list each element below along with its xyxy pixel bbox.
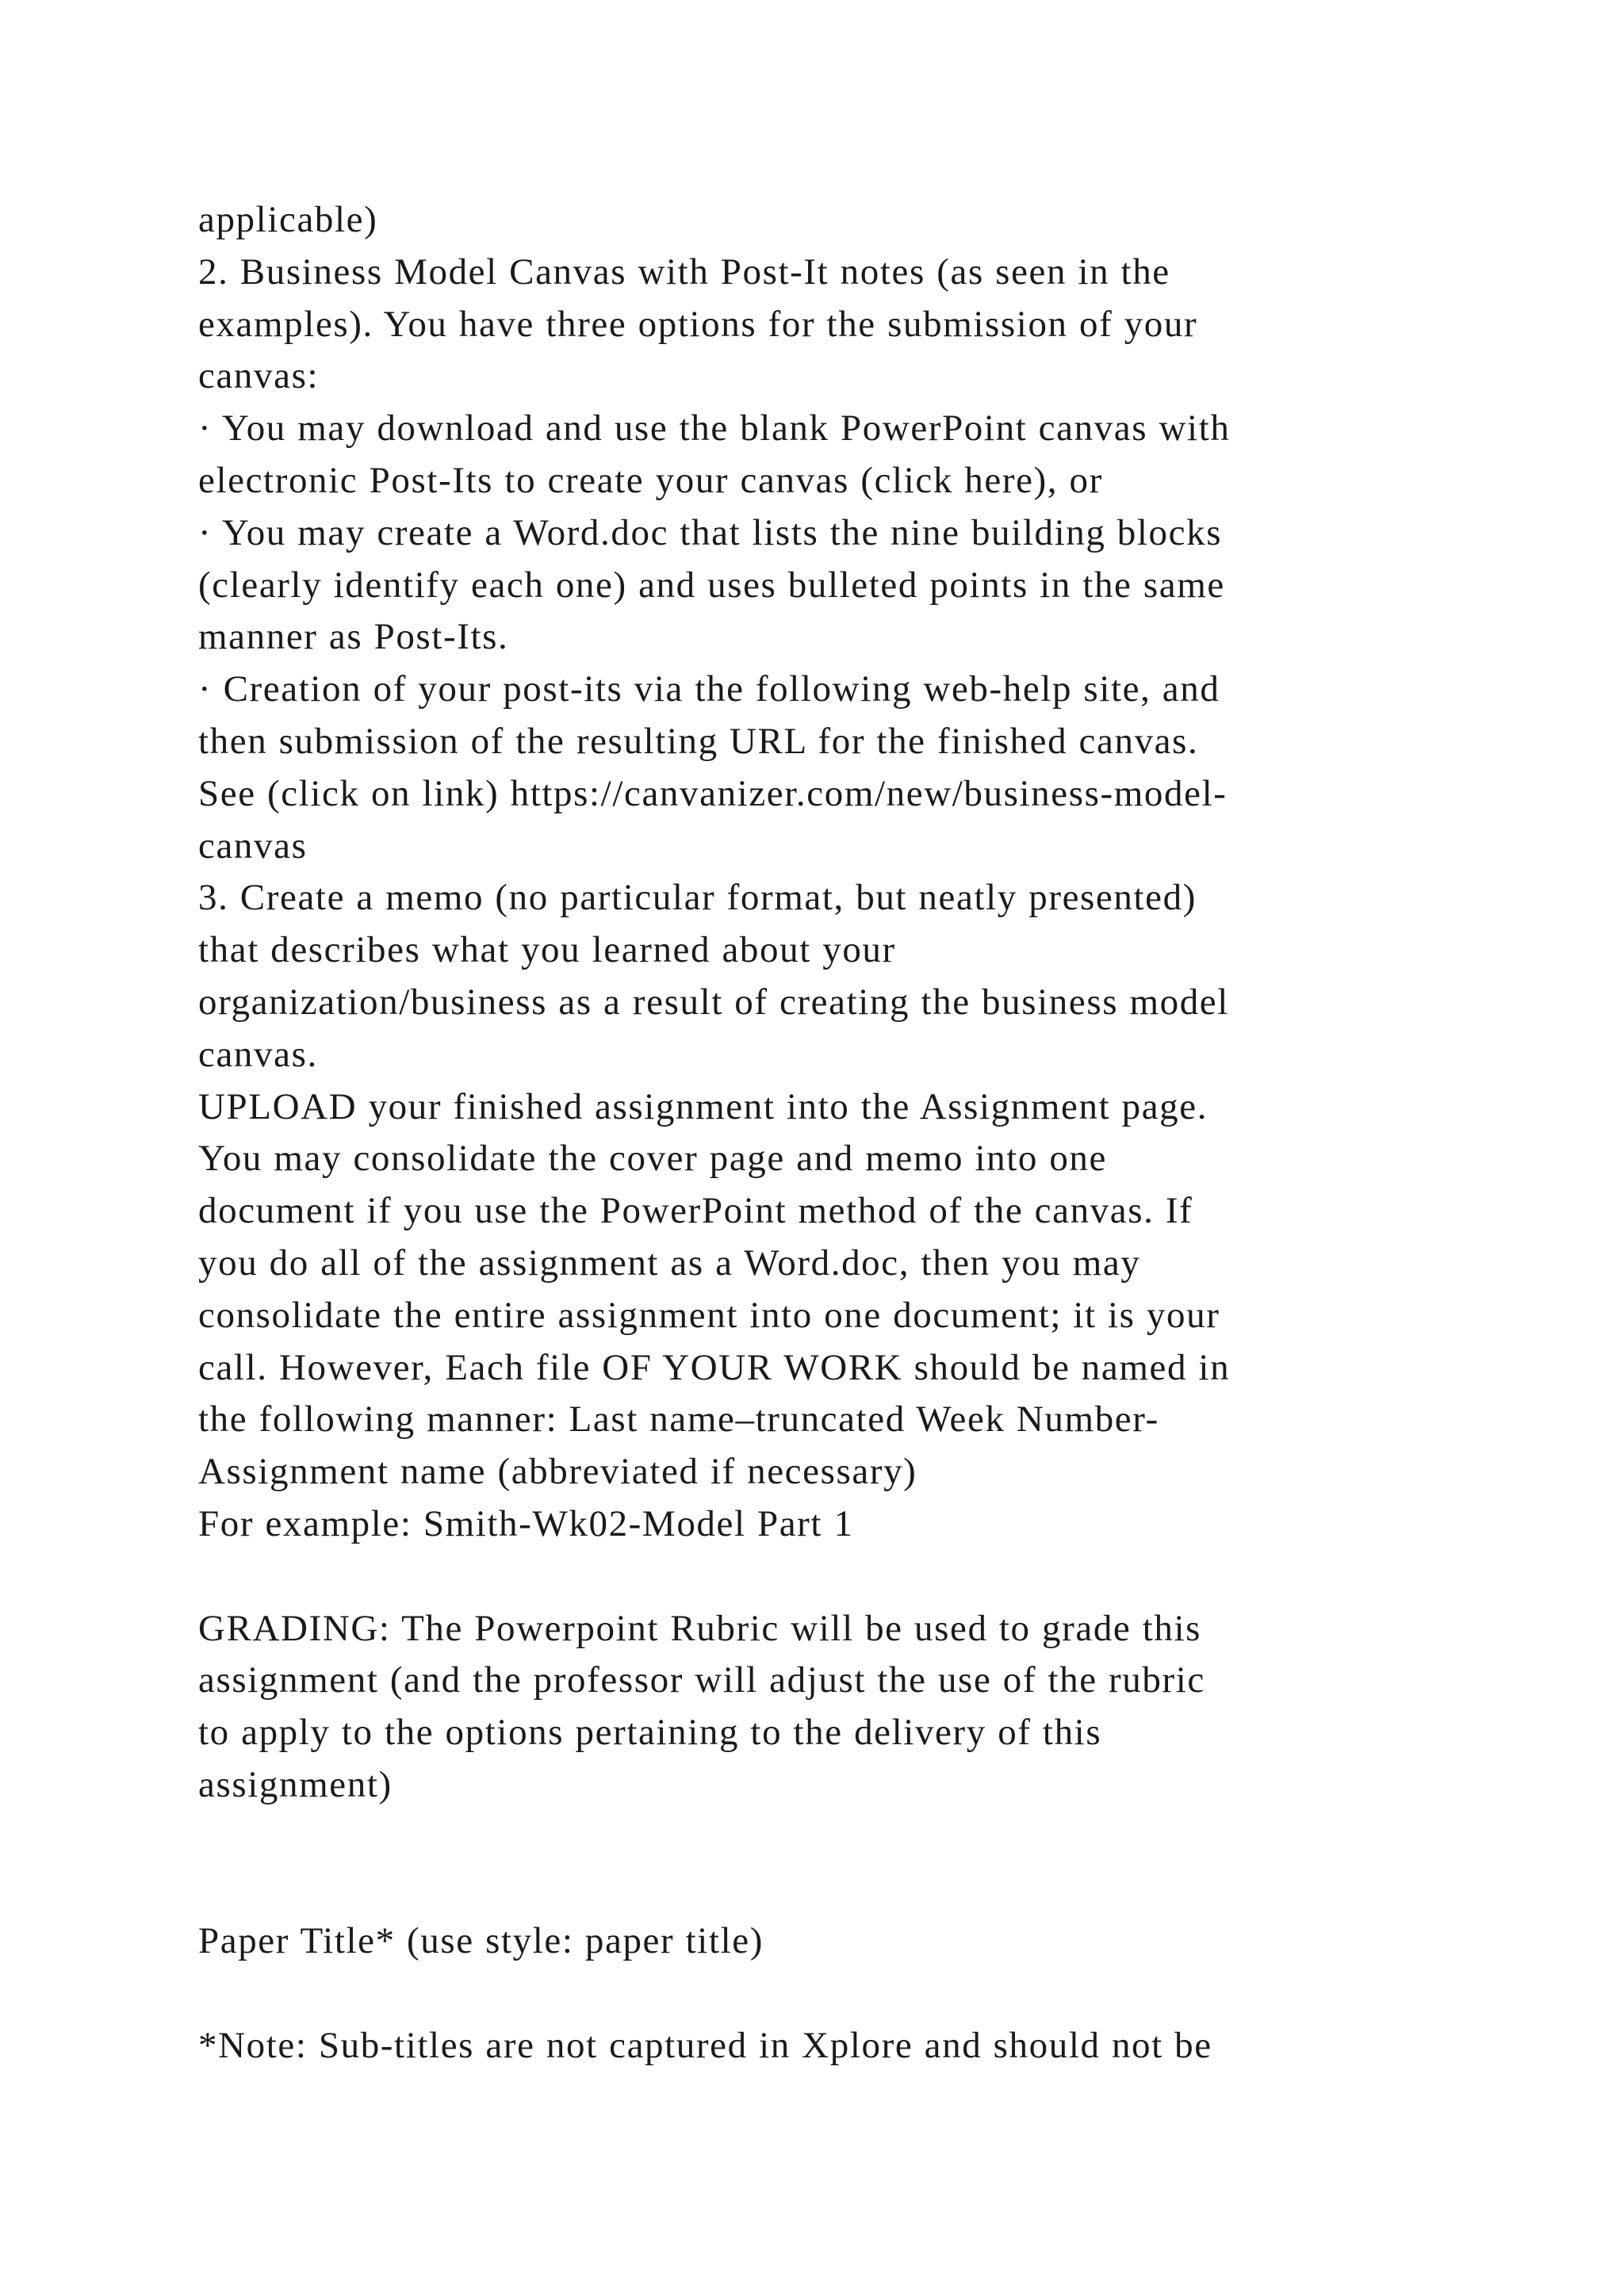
- text-line: · You may download and use the blank PowerPoint canvas with: [198, 408, 1231, 450]
- text-line: then submission of the resulting URL for the finished canvas.: [198, 720, 1199, 762]
- text-line: applicable): [198, 199, 378, 240]
- text-line: organization/business as a result of creating the business model: [198, 981, 1229, 1023]
- text-line: to apply to the options pertaining to the delivery of this: [198, 1712, 1102, 1754]
- text-line: You may consolidate the cover page and memo into one: [198, 1138, 1107, 1180]
- document-body: [198, 194, 1499, 2072]
- text-line: consolidate the entire assignment into one document; it is your: [198, 1294, 1220, 1336]
- text-line: manner as Post-Its.: [198, 616, 509, 658]
- text-line: *Note: Sub-titles are not captured in Xplore and should not be: [198, 2024, 1212, 2066]
- text-line: you do all of the assignment as a Word.doc, then you may: [198, 1242, 1141, 1284]
- text-line: the following manner: Last name–truncated Week Number-: [198, 1399, 1159, 1441]
- text-line: canvas:: [198, 355, 320, 397]
- blank-line: [198, 1968, 1499, 2020]
- text-line: Assignment name (abbreviated if necessary): [198, 1451, 917, 1493]
- text-line: that describes what you learned about your: [198, 929, 896, 971]
- blank-line: [198, 1864, 1499, 1916]
- text-line: document if you use the PowerPoint method of the canvas. If: [198, 1190, 1193, 1232]
- text-line: (clearly identify each one) and uses bulleted points in the same: [198, 564, 1225, 606]
- text-line: 2. Business Model Canvas with Post-It notes (as seen in the: [198, 251, 1170, 293]
- text-line: Paper Title* (use style: paper title): [198, 1920, 764, 1962]
- text-line: assignment (and the professor will adjust the use of the rubric: [198, 1659, 1205, 1701]
- text-line: 3. Create a memo (no particular format, but neatly presented): [198, 877, 1197, 919]
- text-line: UPLOAD your finished assignment into the Assignment page.: [198, 1085, 1208, 1127]
- blank-line: [198, 1812, 1499, 1864]
- text-line: canvas.: [198, 1033, 318, 1075]
- text-line: GRADING: The Powerpoint Rubric will be used to grade this: [198, 1607, 1202, 1649]
- text-line: canvas: [198, 825, 308, 867]
- text-line: electronic Post-Its to create your canvas (click here), or: [198, 459, 1103, 501]
- text-line: · You may create a Word.doc that lists the nine building blocks: [198, 511, 1223, 553]
- blank-line: [198, 1551, 1499, 1603]
- text-line: See (click on link) https://canvanizer.com/new/business-model-: [198, 772, 1228, 814]
- text-line: assignment): [198, 1763, 393, 1805]
- text-line: call. However, Each file OF YOUR WORK should be named in: [198, 1346, 1231, 1388]
- text-line: For example: Smith-Wk02-Model Part 1: [198, 1502, 854, 1544]
- text-line: · Creation of your post-its via the following web-help site, and: [198, 668, 1220, 710]
- text-line: examples). You have three options for the submission of your: [198, 303, 1198, 345]
